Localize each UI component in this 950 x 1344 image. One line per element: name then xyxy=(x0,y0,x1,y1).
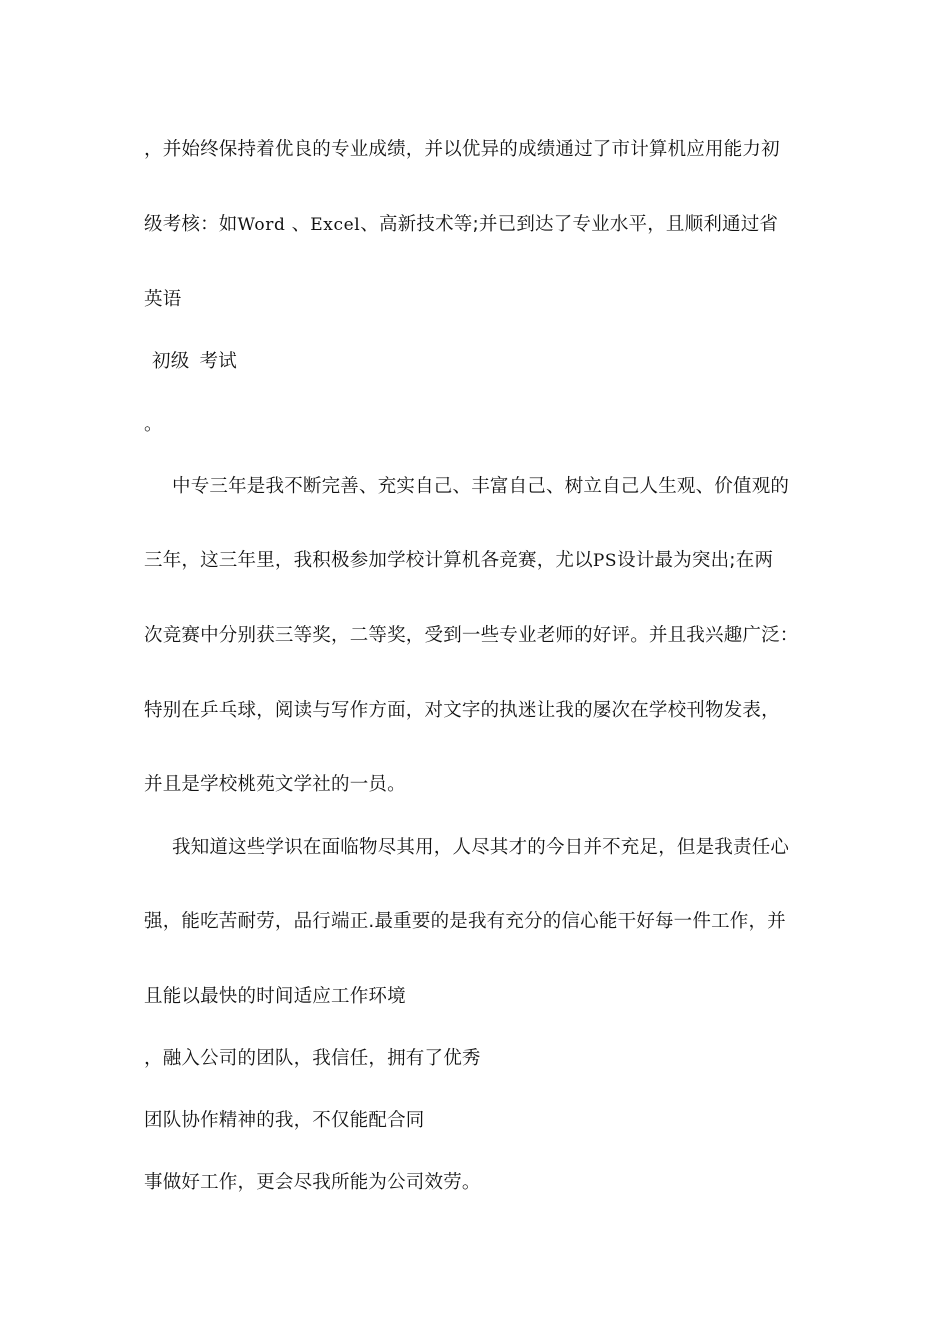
paragraph-3-line-2 xyxy=(144,909,786,935)
paragraph-2-line-1-content: 中专三年是我不断完善、充实自己、丰富自己、树立自己人生观、价值观的 xyxy=(172,476,790,497)
paragraph-2-line-5 xyxy=(144,772,406,798)
text-line-2-suffix: 、高新技术等;并已到达了专业水平，且顺利通过省 xyxy=(360,214,779,235)
paragraph-3-line-3-content: 且能以最快的时间适应工作环境 xyxy=(144,986,406,1007)
paragraph-2-line-3-content: 次竞赛中分别获三等奖，二等奖，受到一些专业老师的好评。并且我兴趣广泛： xyxy=(144,625,799,646)
text-line-4 xyxy=(152,349,237,375)
paragraph-3-line-5-content: 团队协作精神的我，不仅能配合同 xyxy=(144,1110,425,1131)
paragraph-2-line-2-prefix: 三年，这三年里，我积极参加学校计算机各竞赛，尤以 xyxy=(144,550,593,571)
text-line-2-separator: 、 xyxy=(285,214,311,235)
text-line-1 xyxy=(144,137,780,163)
paragraph-2-line-2-suffix: 设计最为突出;在两 xyxy=(617,550,774,571)
paragraph-3-line-3 xyxy=(144,984,406,1010)
text-line-4-part-1: 初级 xyxy=(152,351,190,372)
text-line-3-content: 英语 xyxy=(144,289,182,310)
text-line-5-content: 。 xyxy=(144,414,163,435)
paragraph-3-line-2-content: 强，能吃苦耐劳，品行端正.最重要的是我有充分的信心能干好每一件工作，并 xyxy=(144,911,786,932)
text-line-2-prefix: 级考核：如 xyxy=(144,214,238,235)
text-line-3 xyxy=(144,287,181,313)
paragraph-2-line-5-content: 并且是学校桃苑文学社的一员。 xyxy=(144,774,406,795)
paragraph-3-line-6 xyxy=(144,1170,481,1196)
text-line-4-part-2: 考试 xyxy=(199,351,237,372)
text-line-2 xyxy=(144,212,778,238)
paragraph-2-line-2 xyxy=(144,548,773,574)
word-term: Word xyxy=(237,215,286,235)
paragraph-3-line-4-content: ，融入公司的团队，我信任，拥有了优秀 xyxy=(144,1048,481,1069)
paragraph-2-line-4 xyxy=(144,698,780,724)
excel-term: Excel xyxy=(310,215,361,235)
paragraph-3-line-5 xyxy=(144,1108,425,1134)
text-line-1-content: ，并始终保持着优良的专业成绩，并以优异的成绩通过了市计算机应用能力初 xyxy=(144,139,780,160)
paragraph-3-line-1 xyxy=(172,835,789,861)
paragraph-3-line-6-content: 事做好工作，更会尽我所能为公司效劳。 xyxy=(144,1172,481,1193)
paragraph-2-line-1 xyxy=(172,474,789,500)
paragraph-2-line-3 xyxy=(144,623,799,649)
text-line-5 xyxy=(144,412,163,438)
paragraph-3-line-1-content: 我知道这些学识在面临物尽其用，人尽其才的今日并不充足，但是我责任心 xyxy=(172,837,790,858)
paragraph-2-line-4-content: 特别在乒乓球，阅读与写作方面，对文字的执迷让我的屡次在学校刊物发表， xyxy=(144,700,780,721)
paragraph-3-line-4 xyxy=(144,1046,481,1072)
ps-term: PS xyxy=(592,551,618,571)
